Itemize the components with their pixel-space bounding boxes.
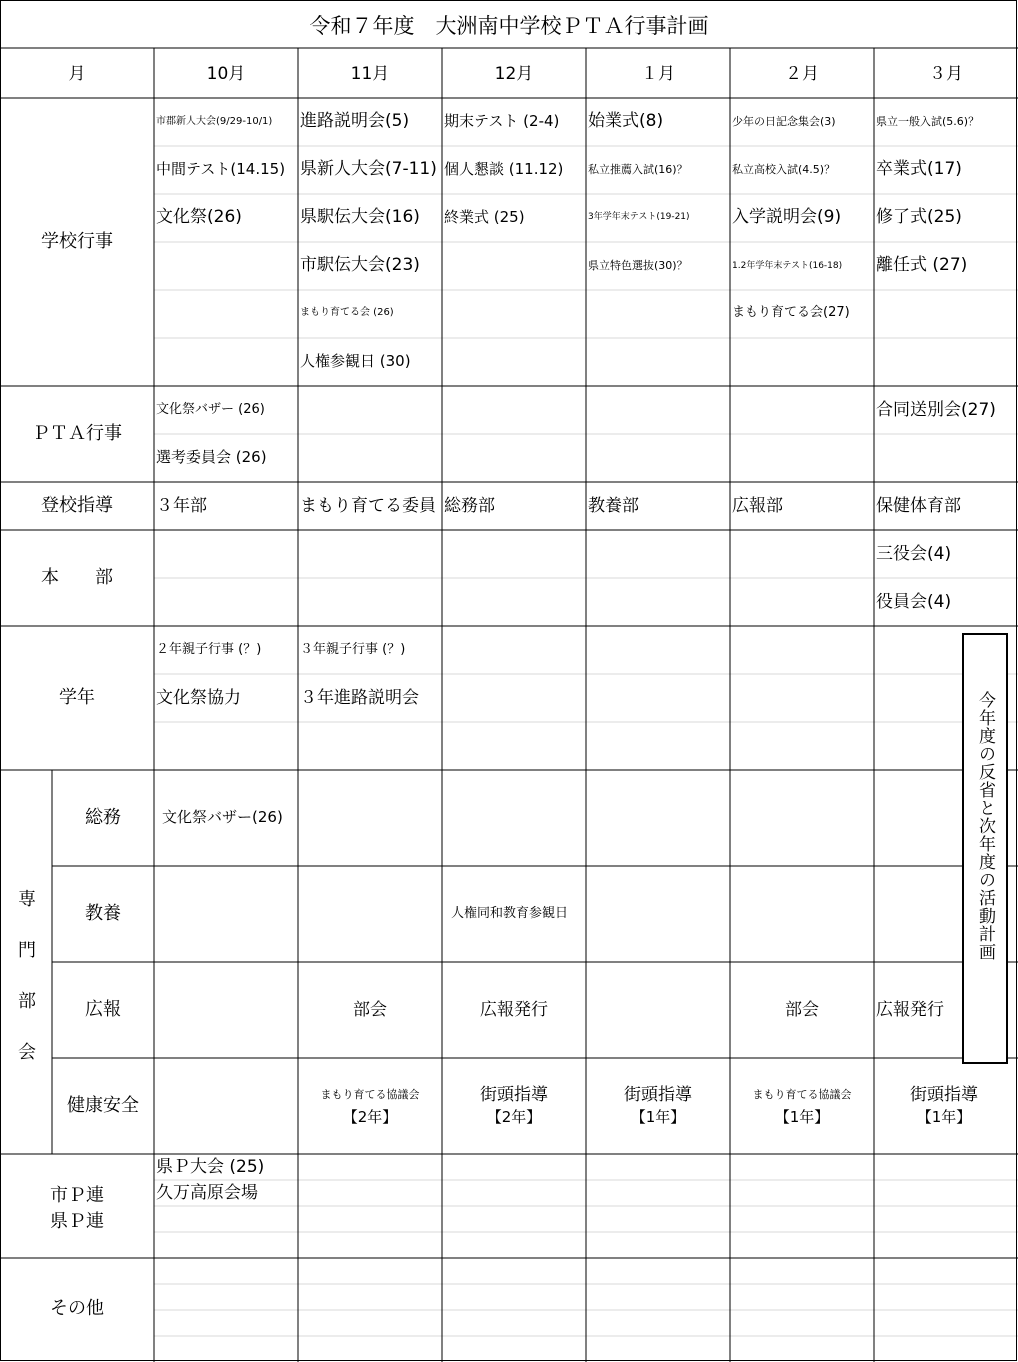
cell-text: 街頭指導 — [624, 1085, 692, 1105]
cell-text: 市駅伝大会(23) — [300, 255, 420, 275]
cell-text: 県立一般入試(5.6)？ — [876, 115, 980, 128]
cell-text: 期末テスト (2-4) — [444, 112, 560, 130]
cell-text: まもり育てる会 (26) — [300, 307, 394, 318]
cell-text: 街頭指導 — [910, 1085, 978, 1105]
cell-text: 広報部 — [732, 496, 783, 516]
row-label-school-events: 学校行事 — [41, 231, 113, 252]
cell-text: 合同送別会(27) — [876, 400, 996, 420]
cell-health-jan — [624, 1084, 692, 1128]
header-month-label: 月 — [68, 64, 86, 84]
cell-text: 終業式 (25) — [444, 208, 525, 226]
cell-text: 少年の日記念集会(3) — [732, 115, 836, 128]
city-pta-label: 市Ｐ連 — [50, 1185, 104, 1206]
cell-text: 【1年】 — [774, 1108, 830, 1126]
cell-text: ３年部 — [156, 496, 207, 516]
committees-char-2: 門 — [18, 940, 36, 961]
cell-text: 市郡新人大会(9/29-10/1) — [156, 116, 273, 127]
row-label-grade: 学年 — [59, 687, 95, 708]
reflection-note-box — [962, 633, 1008, 1064]
cell-text: 3年学年末テスト(19-21) — [588, 212, 690, 222]
cell-text: 部会 — [785, 1000, 819, 1020]
cell-text: 【1年】 — [630, 1108, 686, 1126]
cell-text: 離任式 (27) — [876, 255, 968, 275]
cell-text: 中間テスト(14.15) — [156, 160, 286, 178]
cell-text: 【1年】 — [916, 1108, 972, 1126]
cell-text: 部会 — [353, 1000, 387, 1020]
cell-text: 街頭指導 — [480, 1085, 548, 1105]
row-label-health-safety: 健康安全 — [67, 1095, 139, 1116]
cell-text: 入学説明会(9) — [732, 207, 842, 227]
cell-text: 進路説明会(5) — [300, 111, 410, 131]
cell-text: 始業式(8) — [588, 111, 664, 131]
header-month-jan: １月 — [641, 64, 675, 84]
row-label-city-pref-pta — [50, 1183, 104, 1235]
cell-text: 文化祭バザー(26) — [162, 808, 283, 826]
cell-text: ２年親子行事 (？) — [156, 642, 262, 657]
cell-text: 三役会(4) — [876, 544, 952, 564]
cell-text: まもり育てる委員 — [300, 496, 436, 516]
dark-gridlines — [0, 1, 1018, 1362]
cell-text: 文化祭バザー (26) — [156, 402, 265, 417]
cell-text: 保健体育部 — [876, 496, 961, 516]
header-month-feb: ２月 — [785, 64, 819, 84]
committees-char-4: 会 — [18, 1042, 36, 1063]
reflection-note-text: 今年度の反省と次年度の活動計画 — [975, 691, 995, 961]
cell-health-nov — [321, 1084, 420, 1128]
row-label-headquarters: 本 部 — [41, 567, 113, 588]
header-month-nov: 11月 — [350, 64, 390, 84]
cell-text: 県Ｐ大会 (25) — [156, 1157, 265, 1177]
cell-text: 広報発行 — [876, 1000, 944, 1020]
cell-text: 県新人大会(7-11) — [300, 159, 437, 179]
header-month-mar: ３月 — [929, 64, 963, 84]
row-label-school-guidance: 登校指導 — [41, 495, 113, 516]
cell-text: 【2年】 — [486, 1108, 542, 1126]
cell-text: 私立高校入試(4.5)？ — [732, 163, 836, 176]
cell-text: 久万高原会場 — [156, 1183, 258, 1203]
cell-text: 個人懇談 (11.12) — [444, 160, 564, 178]
cell-text: ３年親子行事 (？) — [300, 642, 406, 657]
cell-text: 選考委員会 (26) — [156, 448, 267, 466]
row-label-pta-events: ＰＴＡ行事 — [32, 423, 122, 444]
cell-text: 教養部 — [588, 496, 639, 516]
cell-text: まもり育てる会(27) — [732, 305, 850, 320]
cell-text: 文化祭(26) — [156, 207, 242, 227]
cell-text: 広報発行 — [480, 1000, 548, 1020]
cell-text: 役員会(4) — [876, 592, 952, 612]
header-month-dec: 12月 — [494, 64, 534, 84]
row-label-public-relations: 広報 — [85, 999, 121, 1020]
cell-health-feb — [753, 1084, 852, 1128]
cell-text: ３年進路説明会 — [300, 688, 419, 708]
row-label-general-affairs: 総務 — [85, 807, 121, 828]
cell-text: 人権同和教育参観日 — [451, 906, 569, 921]
cell-text: 人権参観日 (30) — [300, 352, 411, 370]
committees-char-3: 部 — [18, 991, 36, 1012]
row-label-committees — [14, 874, 40, 1078]
cell-text: 【2年】 — [342, 1108, 398, 1126]
committees-char-1: 専 — [18, 889, 36, 910]
cell-text: 県駅伝大会(16) — [300, 207, 420, 227]
header-month-oct: 10月 — [206, 64, 246, 84]
cell-health-dec — [480, 1084, 548, 1128]
cell-text: 1.2年学年末テスト(16-18) — [732, 261, 843, 271]
row-label-other: その他 — [50, 1298, 104, 1319]
cell-text: 修了式(25) — [876, 207, 962, 227]
pref-pta-label: 県Ｐ連 — [50, 1211, 104, 1232]
row-label-culture: 教養 — [85, 903, 121, 924]
cell-text: 総務部 — [444, 496, 495, 516]
cell-health-mar — [910, 1084, 978, 1128]
cell-text: 県立特色選抜(30)？ — [588, 259, 688, 272]
cell-text: 文化祭協力 — [156, 688, 241, 708]
cell-text: 卒業式(17) — [876, 159, 962, 179]
cell-text: まもり育てる協議会 — [752, 1088, 852, 1101]
cell-text: まもり育てる協議会 — [320, 1088, 420, 1101]
document-title: 令和７年度 大洲南中学校ＰＴＡ行事計画 — [309, 14, 709, 38]
cell-text: 私立推薦入試(16)？ — [588, 163, 688, 176]
